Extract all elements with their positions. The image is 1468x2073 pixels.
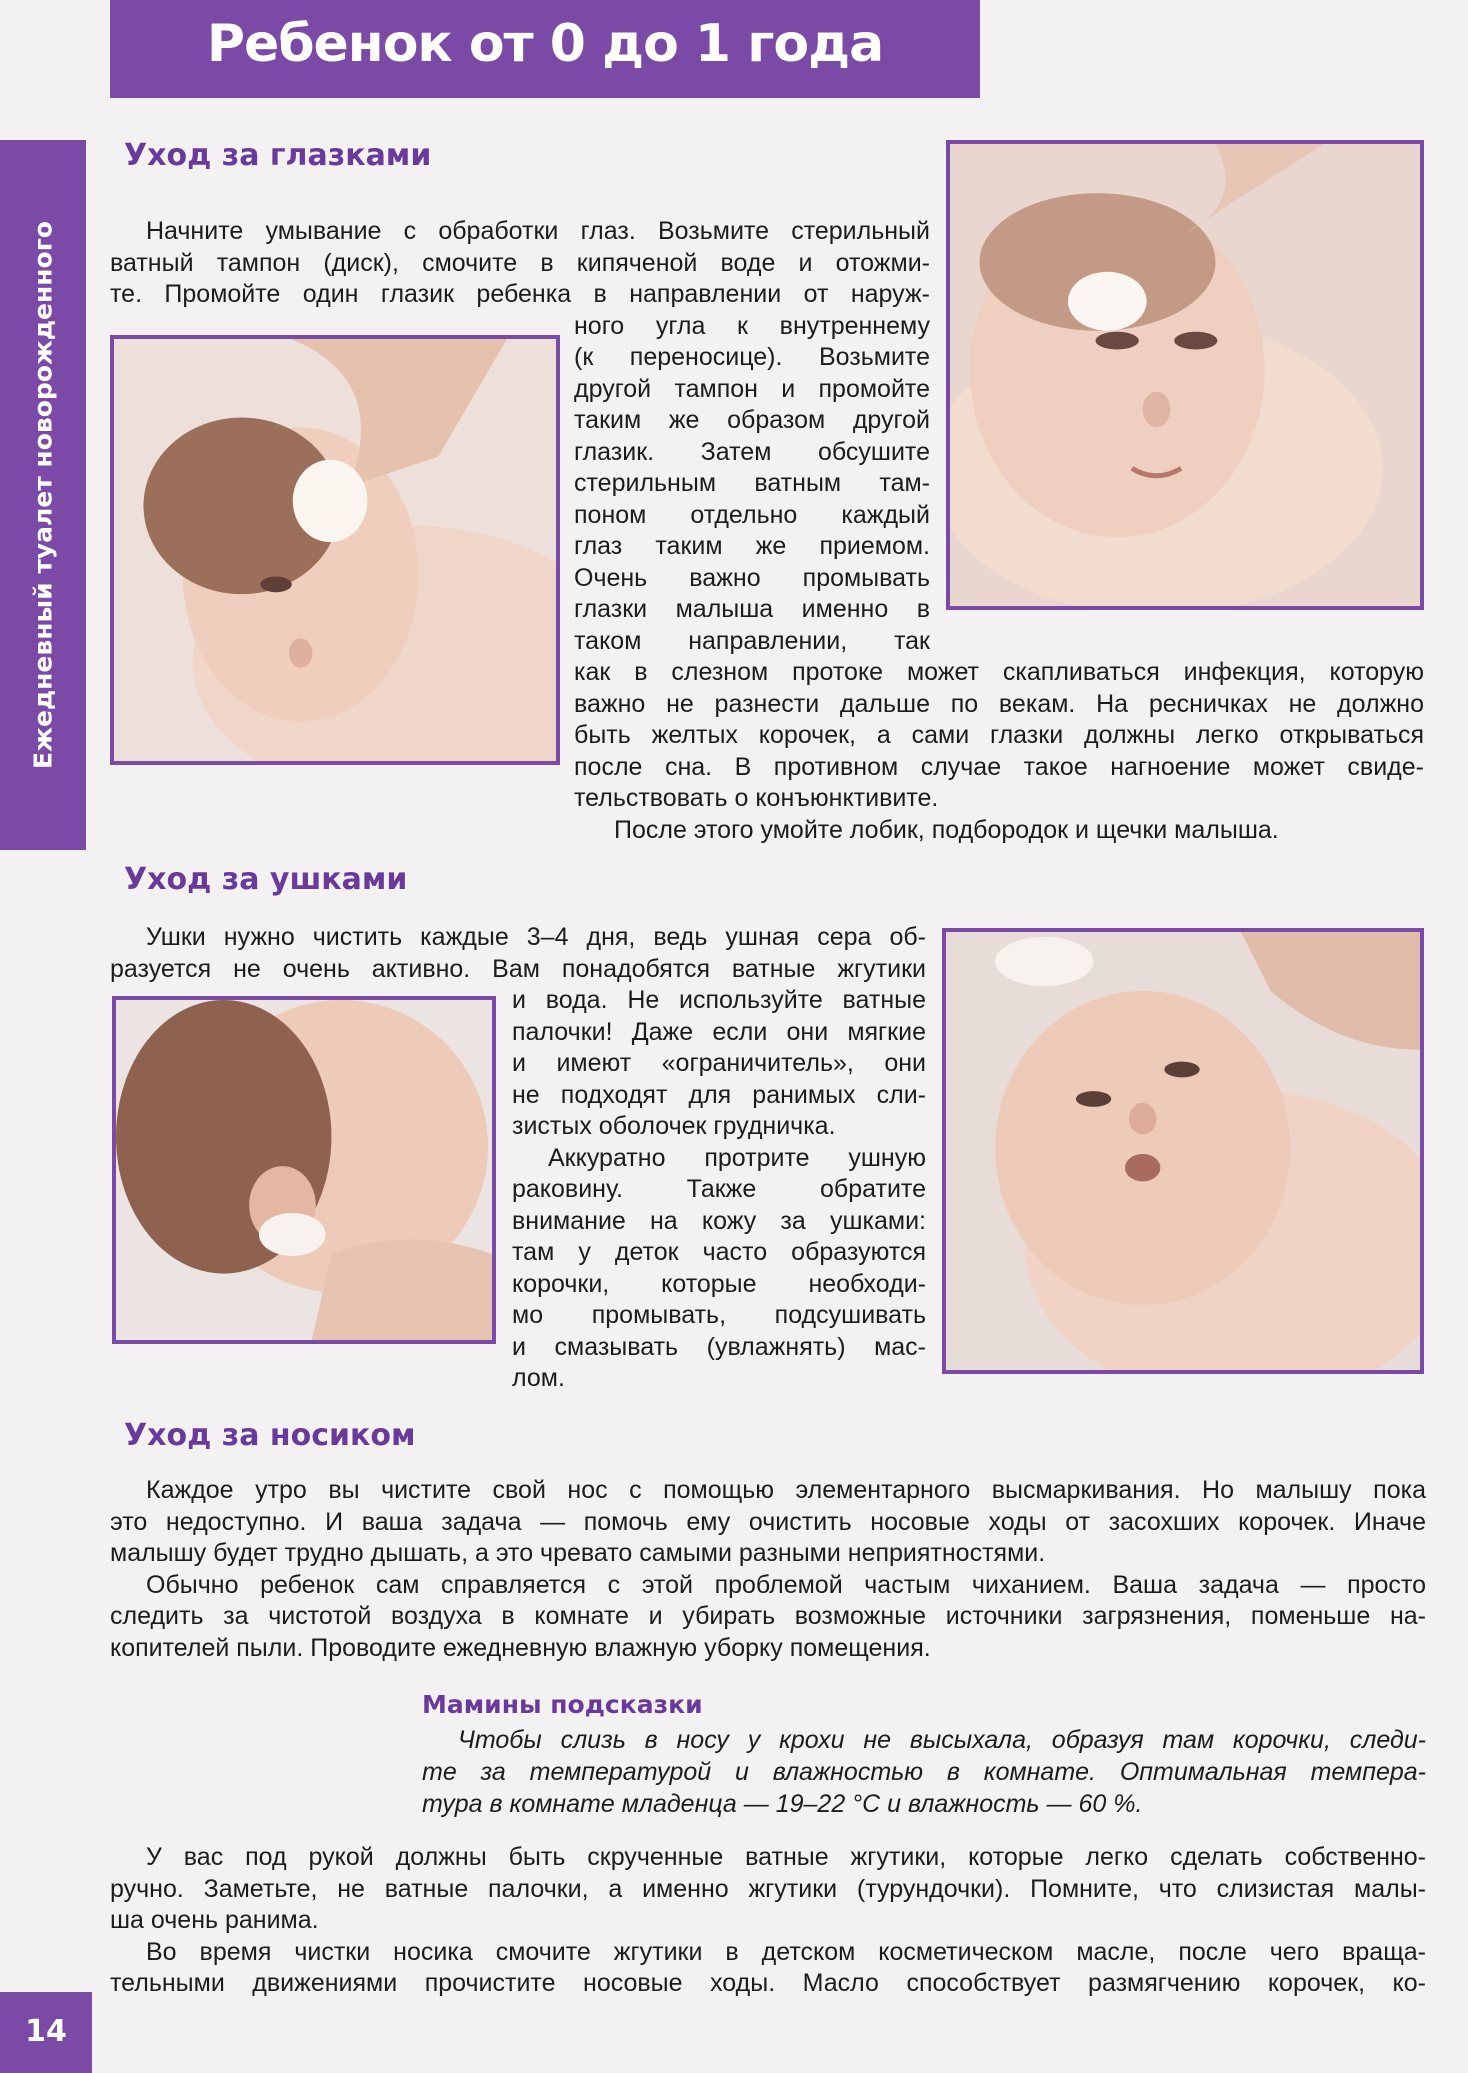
heading-eyes: Уход за глазками (124, 138, 432, 173)
page-header (110, 0, 980, 98)
nose-text-b (110, 1842, 1426, 2000)
text-line: таким же образом другой (574, 406, 930, 434)
tips-heading: Мамины подсказки (422, 1690, 703, 1719)
text-line: те. Промойте один глазик ребенка в направлении от наруж- (110, 280, 930, 308)
eyes-text-top-rest (110, 248, 930, 311)
text-line: Очень важно промывать (574, 563, 930, 592)
text-line: как в слезном протоке может скапливаться инфекция, которую (574, 658, 1424, 686)
text-line: лом. (512, 1364, 565, 1392)
text-line: глазки малыша именно в (574, 595, 930, 623)
eyes-text-top (146, 216, 930, 248)
heading-nose: Уход за носиком (124, 1418, 416, 1453)
page-title: Ребенок от 0 до 1 года (206, 14, 884, 74)
eyes-text-column (574, 311, 930, 658)
text-line: раковину. Также обратите (512, 1175, 926, 1203)
ears-text-top (146, 922, 926, 954)
text-line: ша очень ранима. (110, 1906, 319, 1934)
ear-cleaning-photo-left (112, 996, 496, 1344)
text-line: ного угла к внутреннему (574, 311, 930, 340)
text-line: У вас под рукой должны быть скрученные ватные жгутики, которые легко сделать собственно- (146, 1843, 1426, 1871)
page-number-box (0, 1992, 92, 2073)
text-line: внимание на кожу за ушками: (512, 1206, 926, 1235)
text-line: После этого умойте лобик, подбородок и щечки малыша. (614, 815, 1279, 844)
text-line: глазик. Затем обсушите (574, 437, 930, 466)
text-line: зистых оболочек грудничка. (512, 1112, 836, 1140)
eye-cleaning-photo-right (946, 140, 1424, 610)
text-line: Каждое утро вы чистите свой нос с помощью элементарного высмаркивания. Но малышу пока (146, 1476, 1426, 1504)
text-line: там у деток часто образуются (512, 1238, 926, 1266)
ear-cleaning-photo-right (942, 928, 1424, 1374)
text-line: мо промывать, подсушивать (512, 1301, 926, 1329)
text-line: поном отдельно каждый (574, 500, 930, 529)
ears-text-column (512, 985, 926, 1395)
text-line: стерильным ватным там- (574, 469, 930, 497)
text-line: и вода. Не используйте ватные (512, 986, 926, 1014)
text-line: разуется не очень активно. Вам понадобятся ватные жгутики (110, 954, 926, 983)
text-line: и смазывать (увлажнять) мас- (512, 1332, 926, 1361)
baby-photo-icon (114, 339, 556, 761)
text-line: тельными движениями прочистите носовые ходы. Масло способствует размягчению корочек, ко- (110, 1969, 1426, 1997)
eye-cleaning-photo-left (110, 335, 560, 765)
page-number: 14 (25, 2014, 67, 2049)
text-line: быть желтых корочек, а сами глазки должны легко открываться (574, 721, 1424, 749)
baby-photo-icon (116, 1000, 492, 1340)
text-line: корочки, которые необходи- (512, 1269, 926, 1298)
text-line: ручно. Заметьте, не ватные палочки, а именно жгутики (турундочки). Помните, что слизистая малы- (110, 1874, 1426, 1903)
text-line: и имеют «ограничитель», они (512, 1049, 926, 1077)
text-line: важно не разнести дальше по векам. На ресничках не должно (574, 689, 1424, 718)
baby-photo-icon (946, 932, 1420, 1370)
side-tab-label: Ежедневный туалет новорожденного (28, 221, 58, 769)
text-line: тура в комнате младенца — 19–22 °С и влажность — 60 %. (422, 1790, 1143, 1818)
text-line: следить за чистотой воздуха в комнате и убирать возможные источники загрязнения, поменьше на- (110, 1602, 1426, 1630)
side-tab (0, 140, 86, 850)
text-line: (к переносице). Возьмите (574, 343, 930, 371)
eyes-text-bottom (574, 657, 1424, 846)
text-line: не подходят для ранимых сли- (512, 1080, 926, 1109)
ears-text-top-rest (110, 954, 926, 986)
text-line: Обычно ребенок сам справляется с этой проблемой частым чиханием. Ваша задача — просто (146, 1570, 1426, 1599)
text-line: Начните умывание с обработки глаз. Возьмите стерильный (146, 217, 930, 245)
text-line: ватный тампон (диск), смочите в кипяченой воде и отожми- (110, 248, 930, 277)
text-line: другой тампон и промойте (574, 374, 930, 403)
text-line: палочки! Даже если они мягкие (512, 1017, 926, 1046)
baby-photo-icon (950, 144, 1420, 606)
text-line: Ушки нужно чистить каждые 3–4 дня, ведь ушная сера об- (146, 923, 926, 951)
nose-text-a (110, 1475, 1426, 1664)
text-line: глаз таким же приемом. (574, 532, 930, 560)
text-line: Во время чистки носика смочите жгутики в детском косметическом масле, после чего враща- (146, 1937, 1426, 1966)
text-line: те за температурой и влажностью в комнате. Оптимальная темпера- (422, 1758, 1426, 1786)
text-line: таком направлении, так (574, 626, 930, 655)
text-line: тельствовать о конъюнктивите. (574, 784, 939, 812)
text-line: малышу будет трудно дышать, а это чревато самыми разными неприятностями. (110, 1539, 1046, 1567)
text-line: Чтобы слизь в носу у крохи не высыхала, образуя там корочки, следи- (458, 1726, 1426, 1754)
text-line: Аккуратно протрите ушную (548, 1143, 926, 1172)
text-line: после сна. В противном случае такое нагноение может свиде- (574, 752, 1424, 781)
text-line: копителей пыли. Проводите ежедневную влажную уборку помещения. (110, 1633, 931, 1662)
tips-text (422, 1724, 1426, 1820)
text-line: это недоступно. И ваша задача — помочь ему очистить носовые ходы от засохших корочек. Иначе (110, 1507, 1426, 1536)
heading-ears: Уход за ушками (124, 862, 408, 897)
